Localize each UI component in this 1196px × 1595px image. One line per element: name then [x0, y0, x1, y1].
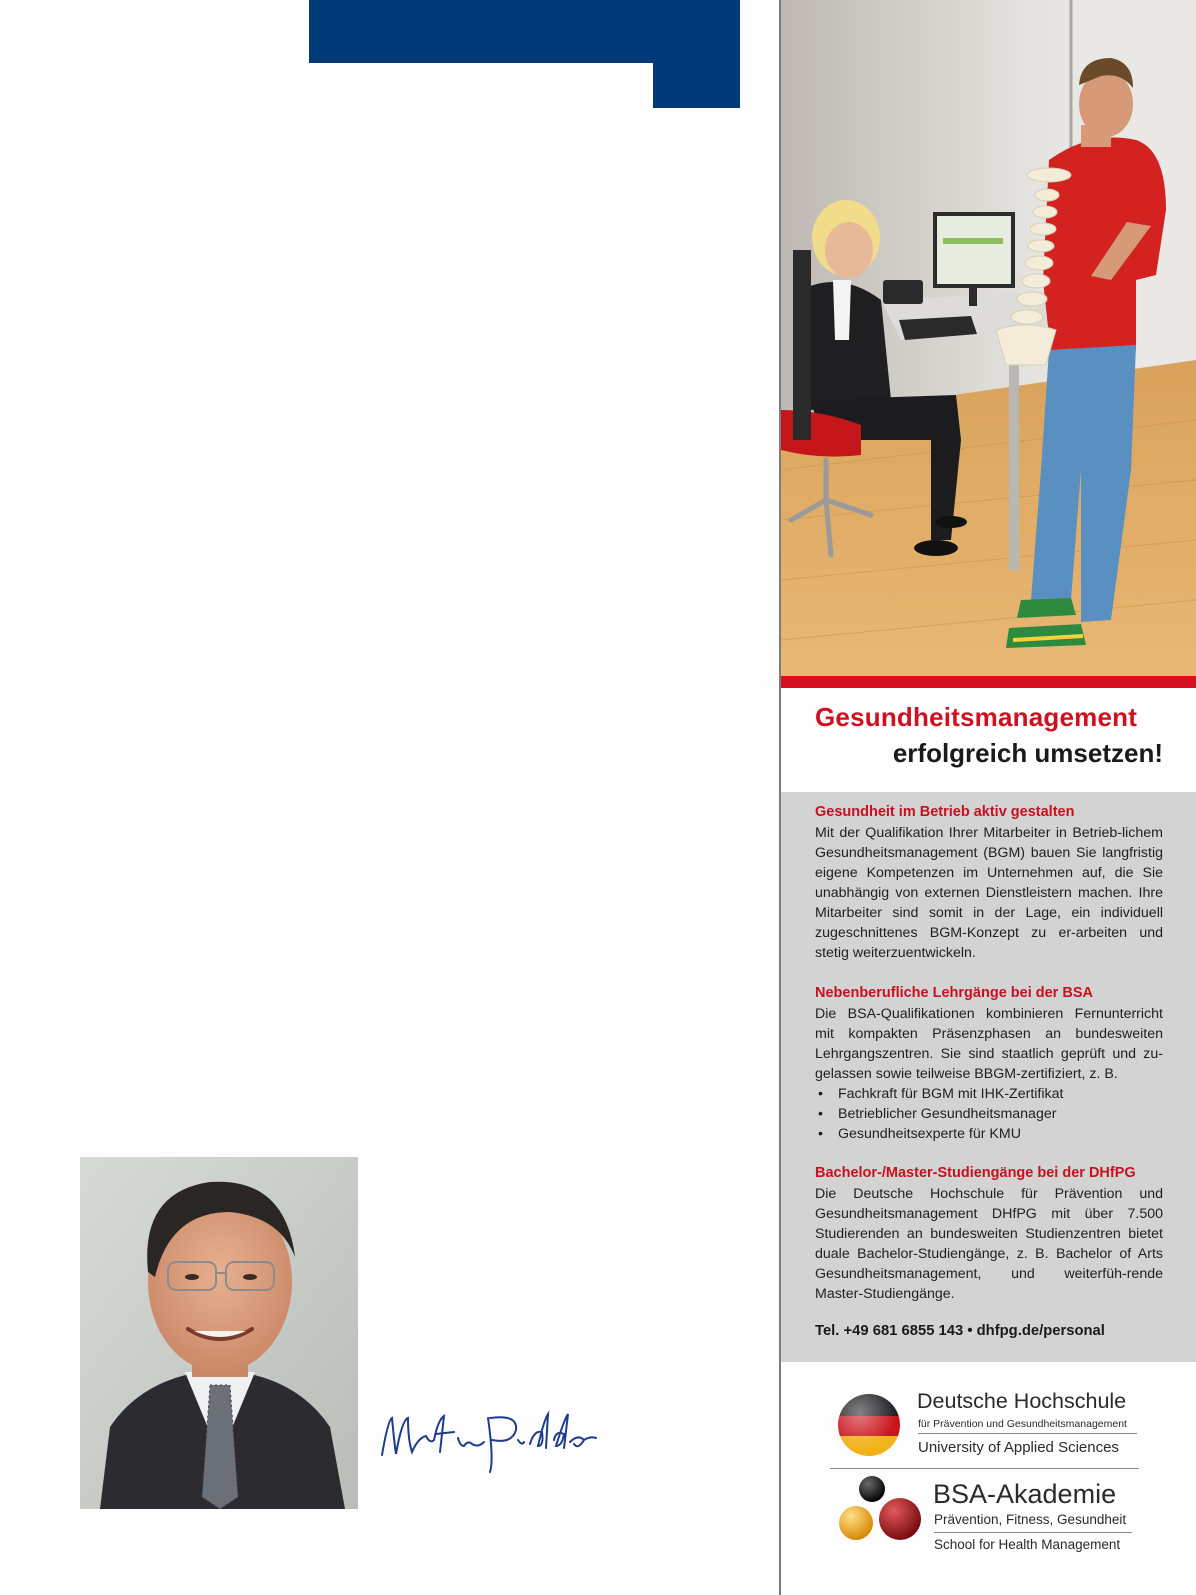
- bsa-logo-rule: [934, 1532, 1132, 1533]
- dhfpg-logo-rule: [918, 1433, 1137, 1434]
- section-text-betrieb: Mit der Qualifikation Ihrer Mitarbeiter in Betrieb-lichem Gesundheitsmanagement (BGM) bauen Sie langfristig eigene Kompetenzen im Unternehmen auf, die Sie unabhängig von externen Dienstleistern machen. Ihre Mitarbeiter sind somit in der Lage, ein individuell zugeschnittenes BGM-Konzept zu er-arbeiten und stetig weiterzuentwickeln.: [815, 825, 1163, 961]
- header-blue-bar: [309, 0, 740, 63]
- dhfpg-globe-icon: [836, 1392, 902, 1458]
- dhfpg-logo-subtitle: für Prävention und Gesundheitsmanagement: [918, 1418, 1127, 1430]
- section-title-lehrgaenge: Nebenberufliche Lehrgänge bei der BSA: [815, 985, 1093, 1001]
- section-text-studiengaenge: Die Deutsche Hochschule für Prävention und Gesundheitsmanagement DHfPG mit über 7.500 Studierenden an bundesweiten Studienzentren bietet duale Bachelor-Studiengänge, z. B. Bachelor of Arts Gesundheitsmanagement, und weiterfüh-rende Master-Studiengänge.: [815, 1186, 1163, 1302]
- list-item: • Gesundheitsexperte für KMU: [815, 1124, 1163, 1144]
- office-photo: [781, 0, 1196, 676]
- contact-line: Tel. +49 681 6855 143 • dhfpg.de/personal: [815, 1323, 1105, 1339]
- bsa-logo-tagline: School for Health Management: [934, 1537, 1121, 1552]
- red-accent-line: [781, 676, 1196, 688]
- ad-headline-line1: Gesundheitsmanagement: [815, 702, 1138, 732]
- qualification-list: [815, 1084, 1163, 1144]
- signature: [378, 1400, 598, 1480]
- signature-drawing: [378, 1400, 598, 1480]
- office-scene-illustration: [781, 0, 1196, 676]
- section-text-lehrgaenge: Die BSA-Qualifikationen kombinieren Fernunterricht mit kompakten Präsenzphasen an bundesweiten Lehrgangszentren. Sie sind staatlich geprüft und zu-gelassen sowie teilweise BBGM-zertifiziert, z. B.: [815, 1006, 1163, 1082]
- section-title-studiengaenge: Bachelor-/Master-Studiengänge bei der DHfPG: [815, 1165, 1136, 1181]
- bsa-logo-subtitle: Prävention, Fitness, Gesundheit: [934, 1512, 1127, 1527]
- author-portrait: [80, 1157, 358, 1509]
- dhfpg-logo-name: Deutsche Hochschule: [917, 1389, 1127, 1413]
- bsa-balls-icon: [832, 1475, 924, 1555]
- portrait-illustration: [80, 1157, 358, 1509]
- logo-separator: [830, 1468, 1139, 1469]
- dhfpg-logo-tagline: University of Applied Sciences: [918, 1439, 1119, 1456]
- list-item: • Betrieblicher Gesundheitsmanager: [815, 1104, 1163, 1124]
- section-title-betrieb: Gesundheit im Betrieb aktiv gestalten: [815, 804, 1075, 820]
- list-item: • Fachkraft für BGM mit IHK-Zertifikat: [815, 1084, 1163, 1104]
- header-blue-tab: [653, 63, 740, 108]
- bsa-logo-name: BSA-Akademie: [933, 1479, 1117, 1509]
- ad-headline-line2: erfolgreich umsetzen!: [892, 738, 1163, 768]
